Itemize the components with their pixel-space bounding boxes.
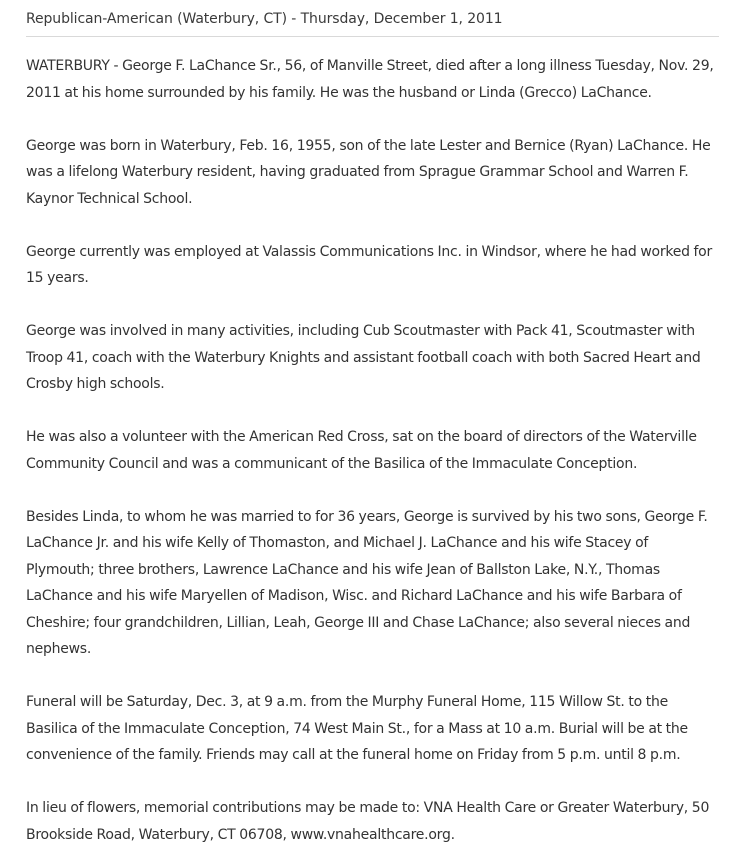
paragraph-memorial: In lieu of flowers, memorial contributions may be made to: VNA Health Care or Greater Waterbury, 50 Brookside Road, Waterbury, CT 06708, www.vnahealthcare.org.: [26, 800, 710, 843]
paragraph-activities: George was involved in many activities, including Cub Scoutmaster with Pack 41, Scoutmaster with Troop 41, coach with the Waterbury Knights and assistant football coach with both Sacred Heart and Crosby high schools.: [26, 323, 701, 392]
source-line: Republican-American (Waterbury, CT) - Thursday, December 1, 2011: [26, 11, 503, 27]
obituary-article: [26, 0, 719, 848]
paragraph-employment: George currently was employed at Valassis Communications Inc. in Windsor, where he had worked for 15 years.: [26, 243, 713, 286]
paragraph-early-life: George was born in Waterbury, Feb. 16, 1955, son of the late Lester and Bernice (Ryan) LaChance. He was a lifelong Waterbury resident, having graduated from Sprague Grammar School and Warren F. Kaynor Technical School.: [26, 137, 711, 207]
paragraph-volunteer: He was also a volunteer with the American Red Cross, sat on the board of directors of the Waterville Community Council and was a communicant of the Basilica of the Immaculate Conception.: [26, 429, 697, 472]
paragraph-death-notice: WATERBURY - George F. LaChance Sr., 56, of Manville Street, died after a long illness Tuesday, Nov. 29, 2011 at his home surrounded by his family. He was the husband or Linda (Grecco) LaChance.: [26, 58, 714, 101]
paragraph-survivors: Besides Linda, to whom he was married to for 36 years, George is survived by his two sons, George F. LaChance Jr. and his wife Kelly of Thomaston, and Michael J. LaChance and his wife Stacey of Plymouth; three brothers, Lawrence LaChance and his wife Jean of Ballston Lake, N.Y., Thomas LaChance and his wife Maryellen of Madison, Wisc. and Richard LaChance and his wife Barbara of Cheshire; four grandchildren, Lillian, Leah, George III and Chase LaChance; also several nieces and nephews.: [26, 508, 708, 657]
paragraph-funeral: Funeral will be Saturday, Dec. 3, at 9 a.m. from the Murphy Funeral Home, 115 Willow St. to the Basilica of the Immaculate Conception, 74 West Main St., for a Mass at 10 a.m. Burial will be at the convenience of the family. Friends may call at the funeral home on Friday from 5 p.m. until 8 p.m.: [26, 694, 688, 763]
divider: [26, 36, 719, 37]
article-body: [26, 53, 719, 848]
